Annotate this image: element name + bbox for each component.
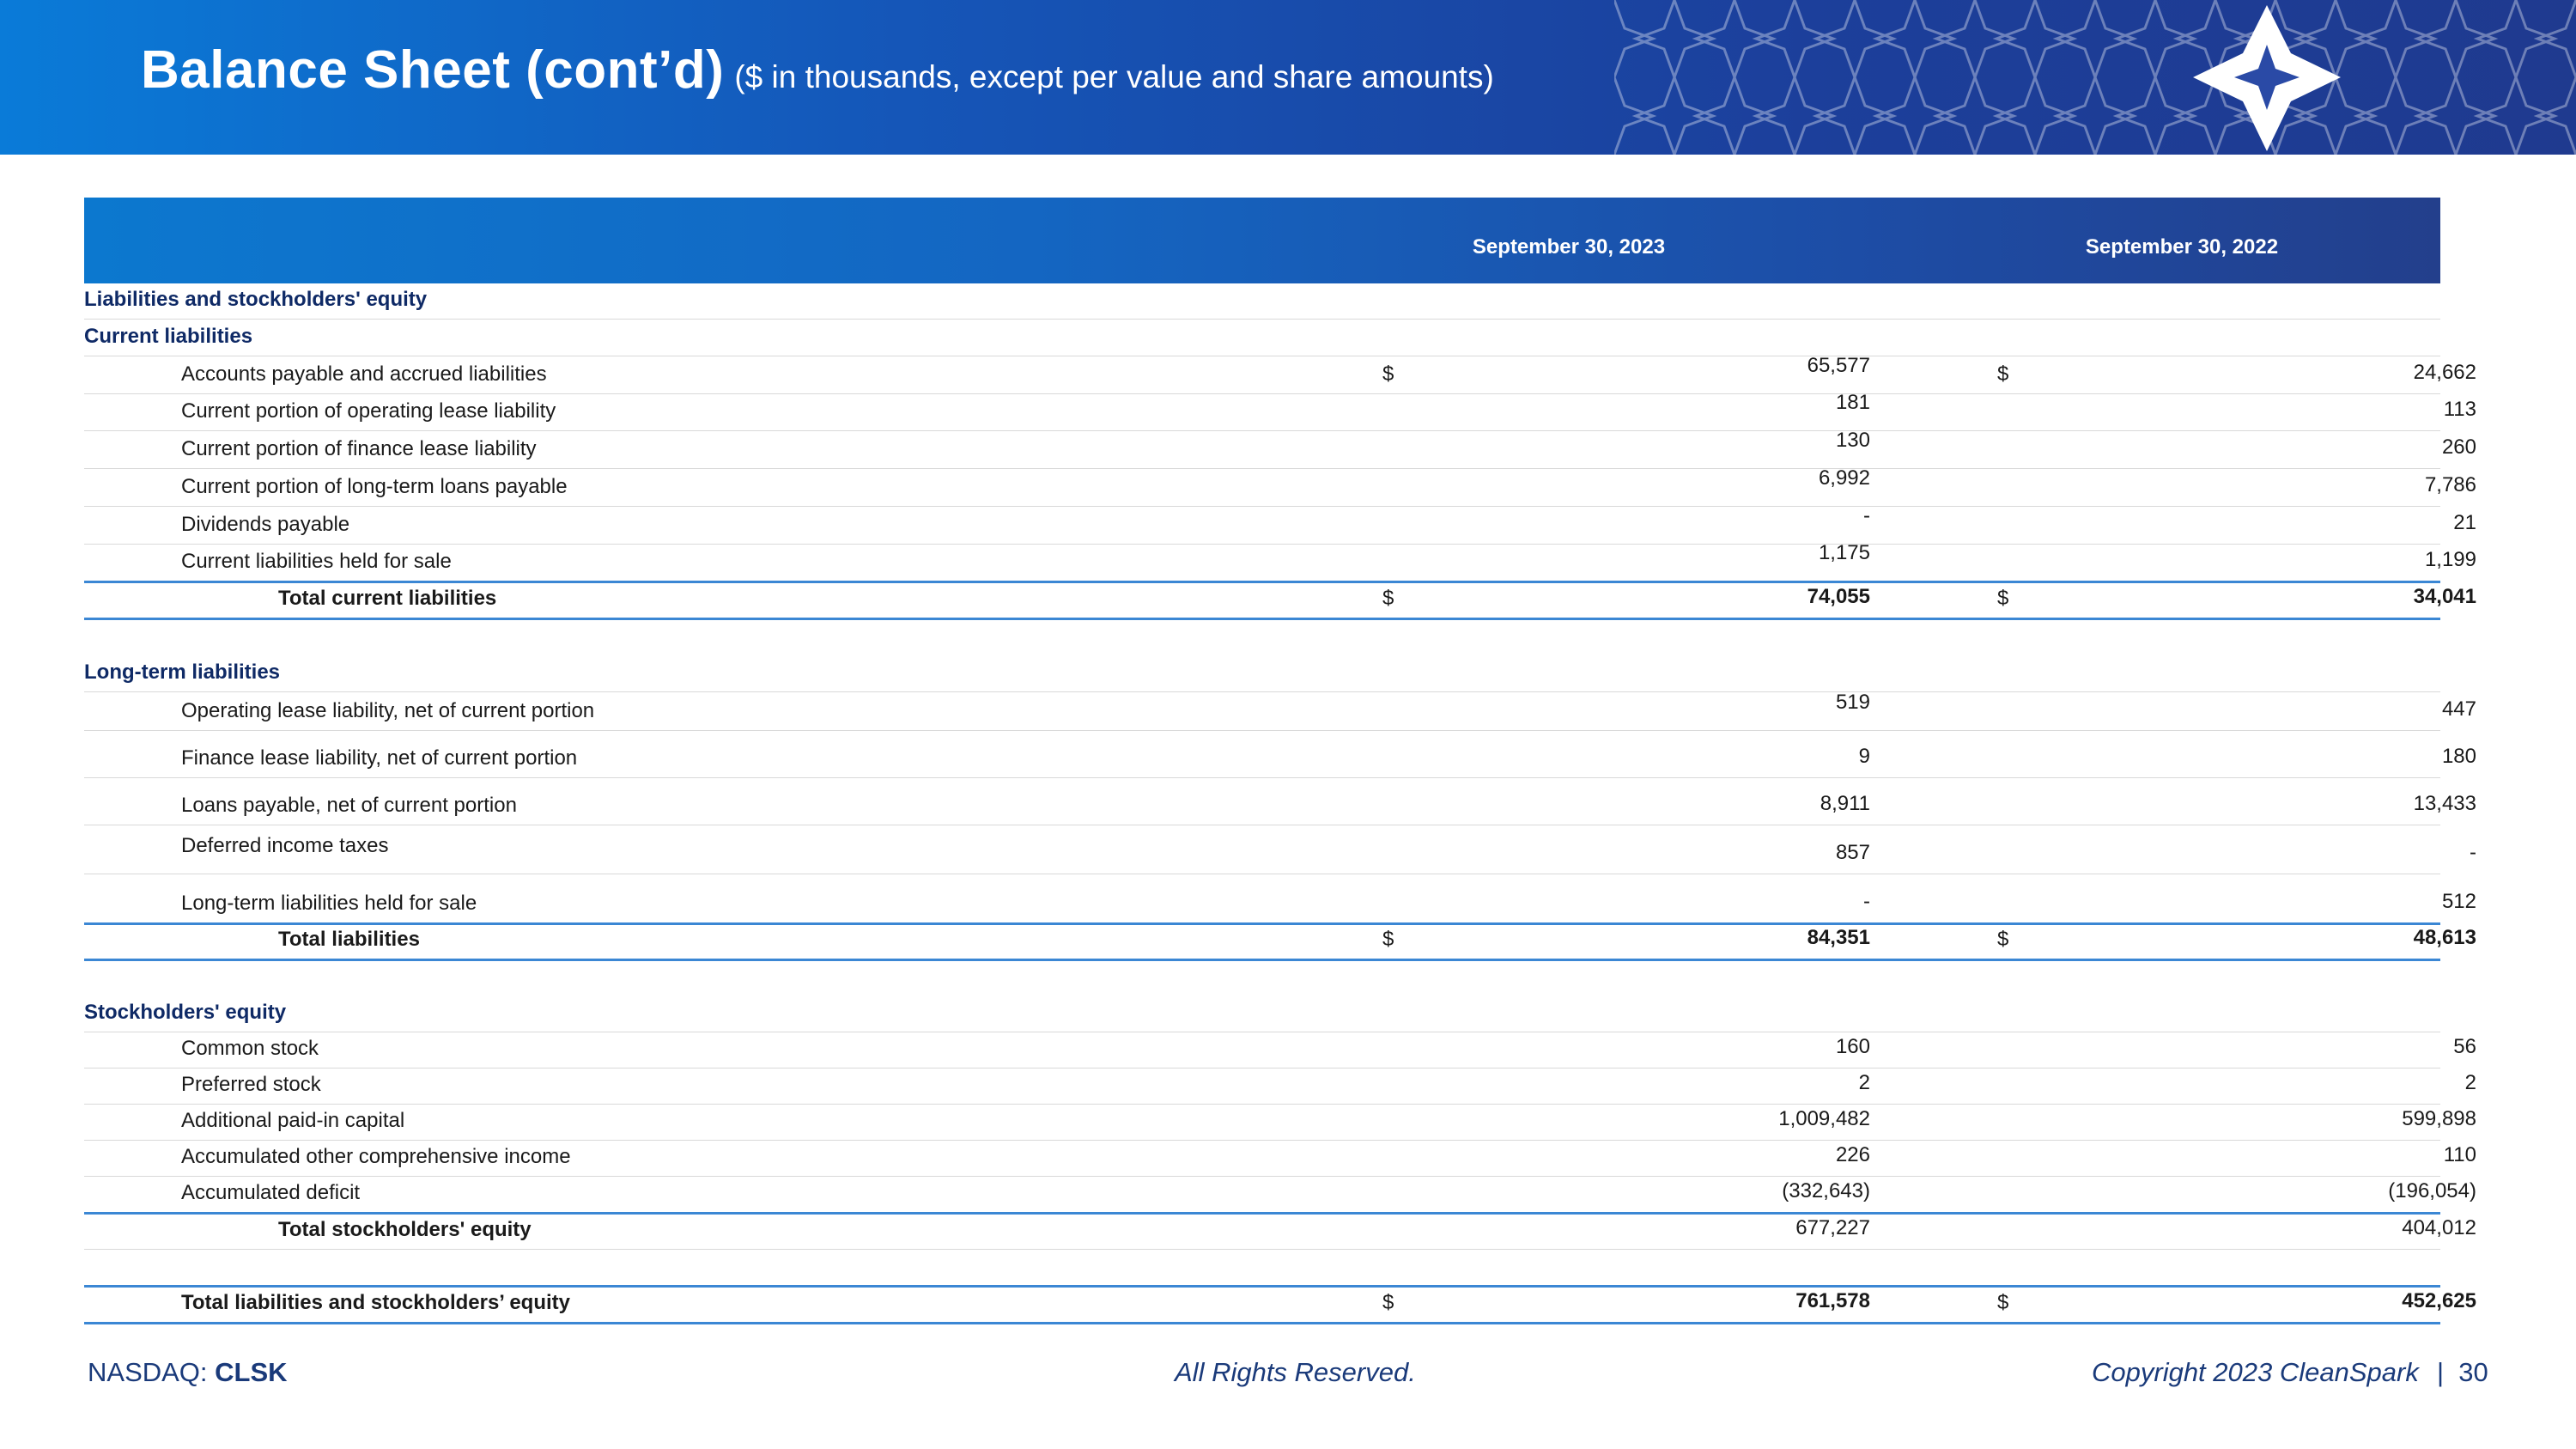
value-2022: 7,786 <box>2424 473 2476 496</box>
table-header <box>84 198 2440 283</box>
total-2022: 34,041 <box>2413 585 2476 608</box>
value-2022: 599,898 <box>2402 1107 2476 1130</box>
table-row <box>84 1104 2476 1141</box>
value-2023: 857 <box>1835 841 1870 864</box>
value-2023: 130 <box>1835 429 1870 452</box>
group-row-longterm <box>84 653 2440 692</box>
table-row <box>84 1068 2476 1105</box>
page-title: Balance Sheet (cont’d) <box>141 40 725 100</box>
table-row <box>84 1032 2476 1068</box>
group-title: Stockholders' equity <box>84 1001 287 1024</box>
table-row <box>84 354 2476 394</box>
slide-header <box>0 0 2576 155</box>
value-2023: 2 <box>1858 1071 1870 1094</box>
row-label: Accounts payable and accrued liabilities <box>181 362 547 386</box>
row-label: Long-term liabilities held for sale <box>181 892 477 915</box>
row-label: Current portion of finance lease liability <box>181 437 537 460</box>
row-label: Operating lease liability, net of current portion <box>181 699 595 722</box>
total-label: Total stockholders' equity <box>278 1218 532 1241</box>
table-row <box>84 429 2476 469</box>
value-2023: 8,911 <box>1820 792 1870 815</box>
currency-symbol: $ <box>1997 362 2009 386</box>
section-row <box>84 283 2440 320</box>
row-label: Deferred income taxes <box>181 834 389 857</box>
value-2023: 65,577 <box>1807 354 1870 377</box>
value-2022: (196,054) <box>2388 1179 2476 1202</box>
value-2022: 110 <box>2443 1143 2476 1166</box>
currency-symbol: $ <box>1382 928 1394 951</box>
value-2023: (332,643) <box>1782 1179 1870 1202</box>
row-label: Accumulated deficit <box>181 1181 361 1204</box>
value-2022: 113 <box>2443 398 2476 421</box>
page-number <box>2437 1357 2488 1388</box>
value-2023: 1,175 <box>1818 541 1870 564</box>
currency-symbol: $ <box>1382 362 1394 386</box>
column-header-2022: September 30, 2022 <box>2085 235 2279 259</box>
grand-total-label: Total liabilities and stockholders’ equity <box>181 1291 570 1314</box>
exchange-label: NASDAQ: <box>88 1357 216 1387</box>
footer-ticker <box>88 1357 288 1388</box>
table-row <box>84 874 2476 925</box>
row-label: Common stock <box>181 1037 319 1060</box>
table-row <box>84 777 2476 825</box>
total-row <box>84 583 2476 620</box>
value-2022: 24,662 <box>2413 361 2476 384</box>
total-row <box>84 1215 2476 1250</box>
value-2022: 56 <box>2453 1035 2476 1058</box>
table-row <box>84 691 2476 731</box>
footer-rights: All Rights Reserved. <box>1175 1357 1416 1387</box>
group-row-current <box>84 319 2440 356</box>
currency-symbol: $ <box>1382 1291 1394 1314</box>
value-2022: - <box>2470 841 2476 864</box>
column-header-2023: September 30, 2023 <box>1472 235 1666 259</box>
value-2023: 1,009,482 <box>1778 1107 1870 1130</box>
table-row <box>84 504 2476 545</box>
row-label: Finance lease liability, net of current portion <box>181 746 578 770</box>
group-title: Long-term liabilities <box>84 661 281 684</box>
value-2022: 447 <box>2441 697 2476 721</box>
table-row <box>84 825 2476 874</box>
grand-total-row <box>84 1285 2476 1324</box>
currency-symbol: $ <box>1997 928 2009 951</box>
total-2022: 404,012 <box>2402 1216 2476 1239</box>
row-label: Additional paid-in capital <box>181 1109 405 1132</box>
ticker-symbol: CLSK <box>215 1357 288 1387</box>
value-2023: - <box>1863 504 1870 527</box>
value-2023: - <box>1863 890 1870 913</box>
value-2022: 1,199 <box>2424 548 2476 571</box>
grand-total-2023: 761,578 <box>1795 1289 1870 1312</box>
row-label: Loans payable, net of current portion <box>181 794 517 817</box>
table-row <box>84 1140 2476 1177</box>
four-point-star-icon <box>2188 0 2346 155</box>
value-2023: 6,992 <box>1818 466 1870 490</box>
slide-title <box>141 40 1494 100</box>
row-label: Current portion of operating lease liability <box>181 399 556 423</box>
group-title: Current liabilities <box>84 325 253 348</box>
value-2022: 21 <box>2453 511 2476 534</box>
section-title: Liabilities and stockholders' equity <box>84 288 428 311</box>
table-row <box>84 466 2476 507</box>
table-row <box>84 730 2476 778</box>
table-row <box>84 1176 2476 1215</box>
grand-total-2022: 452,625 <box>2402 1289 2476 1312</box>
total-2023: 74,055 <box>1807 585 1870 608</box>
row-label: Current portion of long-term loans payable <box>181 475 568 498</box>
currency-symbol: $ <box>1997 1291 2009 1314</box>
footer-copyright: Copyright 2023 CleanSpark <box>2092 1357 2419 1387</box>
currency-symbol: $ <box>1997 587 2009 610</box>
value-2022: 13,433 <box>2413 792 2476 815</box>
value-2023: 160 <box>1835 1035 1870 1058</box>
total-label: Total current liabilities <box>278 587 497 610</box>
page-separator: | <box>2437 1357 2445 1387</box>
total-row <box>84 924 2476 961</box>
page-subtitle: ($ in thousands, except per value and share amounts) <box>734 59 1494 94</box>
diamond-pattern-decoration <box>1614 0 2576 155</box>
value-2023: 226 <box>1835 1143 1870 1166</box>
row-label: Accumulated other comprehensive income <box>181 1145 571 1168</box>
total-label: Total liabilities <box>278 928 420 951</box>
value-2023: 181 <box>1835 391 1870 414</box>
row-label: Current liabilities held for sale <box>181 550 452 573</box>
value-2022: 180 <box>2441 745 2476 768</box>
total-2022: 48,613 <box>2413 926 2476 949</box>
row-label: Dividends payable <box>181 513 350 536</box>
total-2023: 677,227 <box>1795 1216 1870 1239</box>
value-2022: 512 <box>2441 890 2476 913</box>
value-2022: 2 <box>2464 1071 2476 1094</box>
value-2023: 519 <box>1835 691 1870 714</box>
value-2023: 9 <box>1858 745 1870 768</box>
table-row <box>84 391 2476 431</box>
total-2023: 84,351 <box>1807 926 1870 949</box>
group-row-equity <box>84 994 2440 1032</box>
page-number-value: 30 <box>2458 1357 2488 1387</box>
table-row <box>84 541 2476 583</box>
currency-symbol: $ <box>1382 587 1394 610</box>
row-label: Preferred stock <box>181 1073 321 1096</box>
value-2022: 260 <box>2441 435 2476 459</box>
